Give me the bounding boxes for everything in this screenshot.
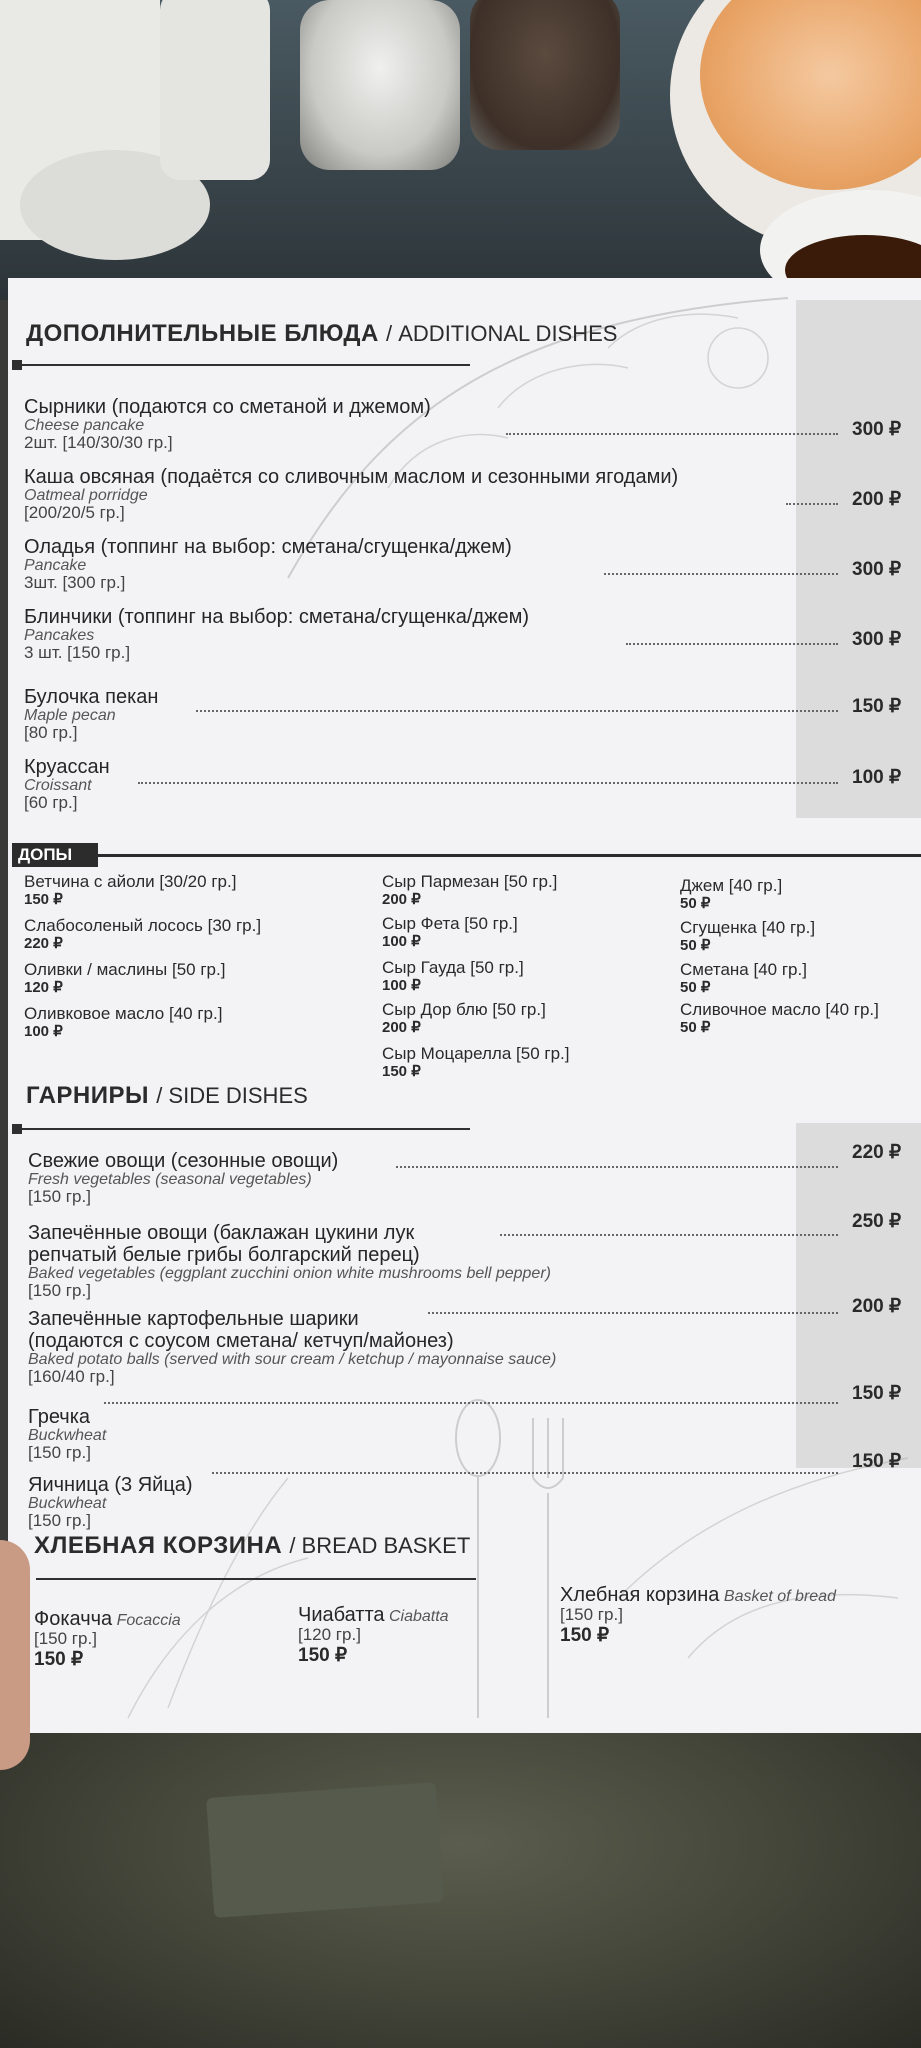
item-name: Гречка bbox=[28, 1406, 91, 1428]
extra-price: 50 ₽ bbox=[680, 1019, 711, 1036]
finger bbox=[0, 1540, 30, 1770]
item-name: Сырники (подаются со сметаной и джемом) bbox=[24, 396, 431, 418]
section-title-bread bbox=[34, 1532, 470, 1560]
item-weight: 3 шт. [150 гр.] bbox=[24, 643, 131, 662]
extra-price: 150 ₽ bbox=[382, 1063, 421, 1080]
extra-item bbox=[382, 1000, 546, 1036]
rule-marker bbox=[12, 360, 22, 370]
menu-page bbox=[8, 278, 921, 1733]
rule-marker bbox=[12, 1124, 22, 1134]
dot-leader bbox=[604, 573, 838, 575]
item-name-line2: (подаются с соусом сметана/ кетчуп/майонез) bbox=[28, 1330, 454, 1352]
item-price: 300 ₽ bbox=[852, 419, 902, 440]
dot-leader bbox=[428, 1312, 838, 1314]
item-name: Круассан bbox=[24, 756, 110, 778]
item-name-en: Baked potato balls (served with sour cream / ketchup / mayonnaise sauce) bbox=[28, 1351, 557, 1368]
dot-leader bbox=[626, 643, 838, 645]
item-price: 200 ₽ bbox=[852, 489, 902, 510]
item-price: 250 ₽ bbox=[852, 1211, 902, 1232]
extra-price: 200 ₽ bbox=[382, 1019, 421, 1036]
extra-name: Джем [40 гр.] bbox=[680, 876, 783, 895]
extras-rule bbox=[98, 854, 921, 857]
extra-item bbox=[24, 872, 236, 908]
item-price: 150 ₽ bbox=[852, 696, 902, 717]
item-name-en: Oatmeal porridge bbox=[24, 487, 148, 504]
extra-name: Сыр Дор блю [50 гр.] bbox=[382, 1000, 546, 1019]
item-name: Булочка пекан bbox=[24, 686, 159, 708]
small-bowl bbox=[160, 0, 270, 180]
extra-price: 50 ₽ bbox=[680, 979, 711, 996]
item-name: Свежие овощи (сезонные овощи) bbox=[28, 1150, 339, 1172]
extra-item bbox=[680, 876, 782, 912]
dot-leader bbox=[138, 782, 838, 784]
section-subtitle-en: / ADDITIONAL DISHES bbox=[386, 321, 618, 346]
extra-name: Оливковое масло [40 гр.] bbox=[24, 1004, 223, 1023]
item-price: 200 ₽ bbox=[852, 1296, 902, 1317]
extra-item bbox=[382, 872, 557, 908]
item-weight: [150 гр.] bbox=[28, 1281, 91, 1300]
menu-item bbox=[28, 1222, 551, 1300]
item-name-en: Buckwheat bbox=[28, 1427, 107, 1444]
dot-leader bbox=[786, 503, 838, 505]
item-name-en: Baked vegetables (eggplant zucchini onion white mushrooms bell pepper) bbox=[28, 1265, 551, 1282]
dot-leader bbox=[506, 433, 838, 435]
item-name-en: Ciabatta bbox=[388, 1608, 449, 1625]
item-name-en: Fresh vegetables (seasonal vegetables) bbox=[28, 1171, 312, 1188]
extra-price: 220 ₽ bbox=[24, 935, 63, 952]
extra-name: Сыр Фета [50 гр.] bbox=[382, 914, 518, 933]
item-name-en: Buckwheat bbox=[28, 1495, 107, 1512]
extra-item bbox=[680, 960, 807, 996]
extra-price: 50 ₽ bbox=[680, 937, 711, 954]
item-name: Блинчики (топпинг на выбор: сметана/сгущенка/джем) bbox=[24, 606, 529, 628]
section-title-sides bbox=[26, 1082, 308, 1110]
menu-item bbox=[24, 756, 110, 812]
item-weight: [80 гр.] bbox=[24, 723, 78, 742]
item-name-en: Basket of bread bbox=[723, 1588, 836, 1605]
item-price: 150 ₽ bbox=[852, 1383, 902, 1404]
item-name: Запечённые овощи (баклажан цукини лук bbox=[28, 1222, 415, 1244]
extra-name: Оливки / маслины [50 гр.] bbox=[24, 960, 226, 979]
dot-leader bbox=[196, 710, 838, 712]
item-weight: [150 гр.] bbox=[560, 1605, 623, 1624]
extra-price: 120 ₽ bbox=[24, 979, 63, 996]
bread-item bbox=[298, 1604, 449, 1667]
item-weight: [160/40 гр.] bbox=[28, 1367, 115, 1386]
extra-item bbox=[24, 1004, 222, 1040]
salt-shaker bbox=[300, 0, 460, 170]
extra-price: 100 ₽ bbox=[382, 933, 421, 950]
section-title-additional bbox=[26, 320, 617, 348]
extra-name: Слабосоленый лосось [30 гр.] bbox=[24, 916, 262, 935]
dot-leader bbox=[212, 1472, 838, 1474]
extra-price: 200 ₽ bbox=[382, 891, 421, 908]
extra-item bbox=[24, 960, 225, 996]
extra-name: Сливочное масло [40 гр.] bbox=[680, 1000, 879, 1019]
dot-leader bbox=[104, 1402, 838, 1404]
menu-item bbox=[28, 1474, 193, 1530]
section-title-ru: ХЛЕБНАЯ КОРЗИНА bbox=[34, 1532, 283, 1559]
section-subtitle-en: / BREAD BASKET bbox=[289, 1533, 471, 1558]
item-weight: [120 гр.] bbox=[298, 1625, 361, 1644]
section-title-ru: ГАРНИРЫ bbox=[26, 1082, 150, 1109]
bread-item bbox=[34, 1608, 181, 1671]
extra-name: Сыр Моцарелла [50 гр.] bbox=[382, 1044, 570, 1063]
section-title-ru: ДОПОЛНИТЕЛЬНЫЕ БЛЮДА bbox=[26, 320, 379, 347]
pepper-shaker bbox=[470, 0, 620, 150]
item-weight: [150 гр.] bbox=[34, 1629, 97, 1648]
item-price: 300 ₽ bbox=[852, 629, 902, 650]
item-weight: 3шт. [300 гр.] bbox=[24, 573, 126, 592]
item-name: Запечённые картофельные шарики bbox=[28, 1308, 359, 1330]
item-weight: [200/20/5 гр.] bbox=[24, 503, 125, 522]
menu-item bbox=[28, 1150, 338, 1206]
bag-patch bbox=[206, 1782, 444, 1918]
item-name: Фокачча bbox=[34, 1608, 113, 1630]
item-price: 150 ₽ bbox=[298, 1645, 348, 1666]
item-weight: [150 гр.] bbox=[28, 1187, 91, 1206]
item-price: 100 ₽ bbox=[852, 767, 902, 788]
extras-label: ДОПЫ bbox=[12, 843, 98, 867]
menu-item bbox=[24, 606, 529, 662]
menu-item bbox=[24, 536, 512, 592]
menu-item bbox=[24, 686, 158, 742]
item-price: 150 ₽ bbox=[852, 1451, 902, 1472]
item-name: Хлебная корзина bbox=[560, 1584, 720, 1606]
extra-name: Сгущенка [40 гр.] bbox=[680, 918, 816, 937]
extra-item bbox=[680, 1000, 879, 1036]
section-subtitle-en: / SIDE DISHES bbox=[156, 1083, 308, 1108]
lap-bag bbox=[0, 1710, 921, 2048]
item-price: 300 ₽ bbox=[852, 559, 902, 580]
section-rule bbox=[36, 1578, 476, 1580]
extra-name: Сыр Гауда [50 гр.] bbox=[382, 958, 524, 977]
item-name-en: Croissant bbox=[24, 777, 92, 794]
menu-item bbox=[24, 396, 431, 452]
item-name-en: Cheese pancake bbox=[24, 417, 145, 434]
cutlery-drawing-icon bbox=[438, 1398, 918, 1728]
extra-item bbox=[382, 914, 518, 950]
extra-price: 50 ₽ bbox=[680, 895, 711, 912]
item-name-line2: репчатый белые грибы болгарский перец) bbox=[28, 1244, 420, 1266]
item-name-en: Pancake bbox=[24, 557, 87, 574]
item-price: 150 ₽ bbox=[560, 1625, 610, 1646]
extra-item bbox=[382, 1044, 570, 1080]
item-name: Чиабатта bbox=[298, 1604, 385, 1626]
extra-name: Сыр Пармезан [50 гр.] bbox=[382, 872, 558, 891]
bread-item bbox=[560, 1584, 836, 1647]
extra-name: Ветчина с айоли [30/20 гр.] bbox=[24, 872, 237, 891]
item-name: Яичница (3 Яйца) bbox=[28, 1474, 193, 1496]
section-rule bbox=[22, 364, 470, 366]
item-price: 220 ₽ bbox=[852, 1142, 902, 1163]
item-name-en: Pancakes bbox=[24, 627, 95, 644]
item-weight: 2шт. [140/30/30 гр.] bbox=[24, 433, 173, 452]
menu-item bbox=[24, 466, 678, 522]
extra-price: 150 ₽ bbox=[24, 891, 63, 908]
item-name: Каша овсяная (подаётся со сливочным маслом и сезонными ягодами) bbox=[24, 466, 679, 488]
menu-item bbox=[28, 1308, 556, 1386]
extra-price: 100 ₽ bbox=[382, 977, 421, 994]
extra-item bbox=[24, 916, 261, 952]
item-weight: [150 гр.] bbox=[28, 1443, 91, 1462]
menu-item bbox=[28, 1406, 106, 1462]
item-name-en: Maple pecan bbox=[24, 707, 116, 724]
extra-name: Сметана [40 гр.] bbox=[680, 960, 807, 979]
dot-leader bbox=[500, 1234, 838, 1236]
dot-leader bbox=[396, 1166, 838, 1168]
item-price: 150 ₽ bbox=[34, 1649, 84, 1670]
section-rule bbox=[22, 1128, 470, 1130]
item-weight: [60 гр.] bbox=[24, 793, 78, 812]
extra-price: 100 ₽ bbox=[24, 1023, 63, 1040]
extra-item bbox=[382, 958, 524, 994]
extra-item bbox=[680, 918, 815, 954]
item-name-en: Focaccia bbox=[116, 1612, 181, 1629]
item-name: Оладья (топпинг на выбор: сметана/сгущенка/джем) bbox=[24, 536, 512, 558]
item-weight: [150 гр.] bbox=[28, 1511, 91, 1530]
